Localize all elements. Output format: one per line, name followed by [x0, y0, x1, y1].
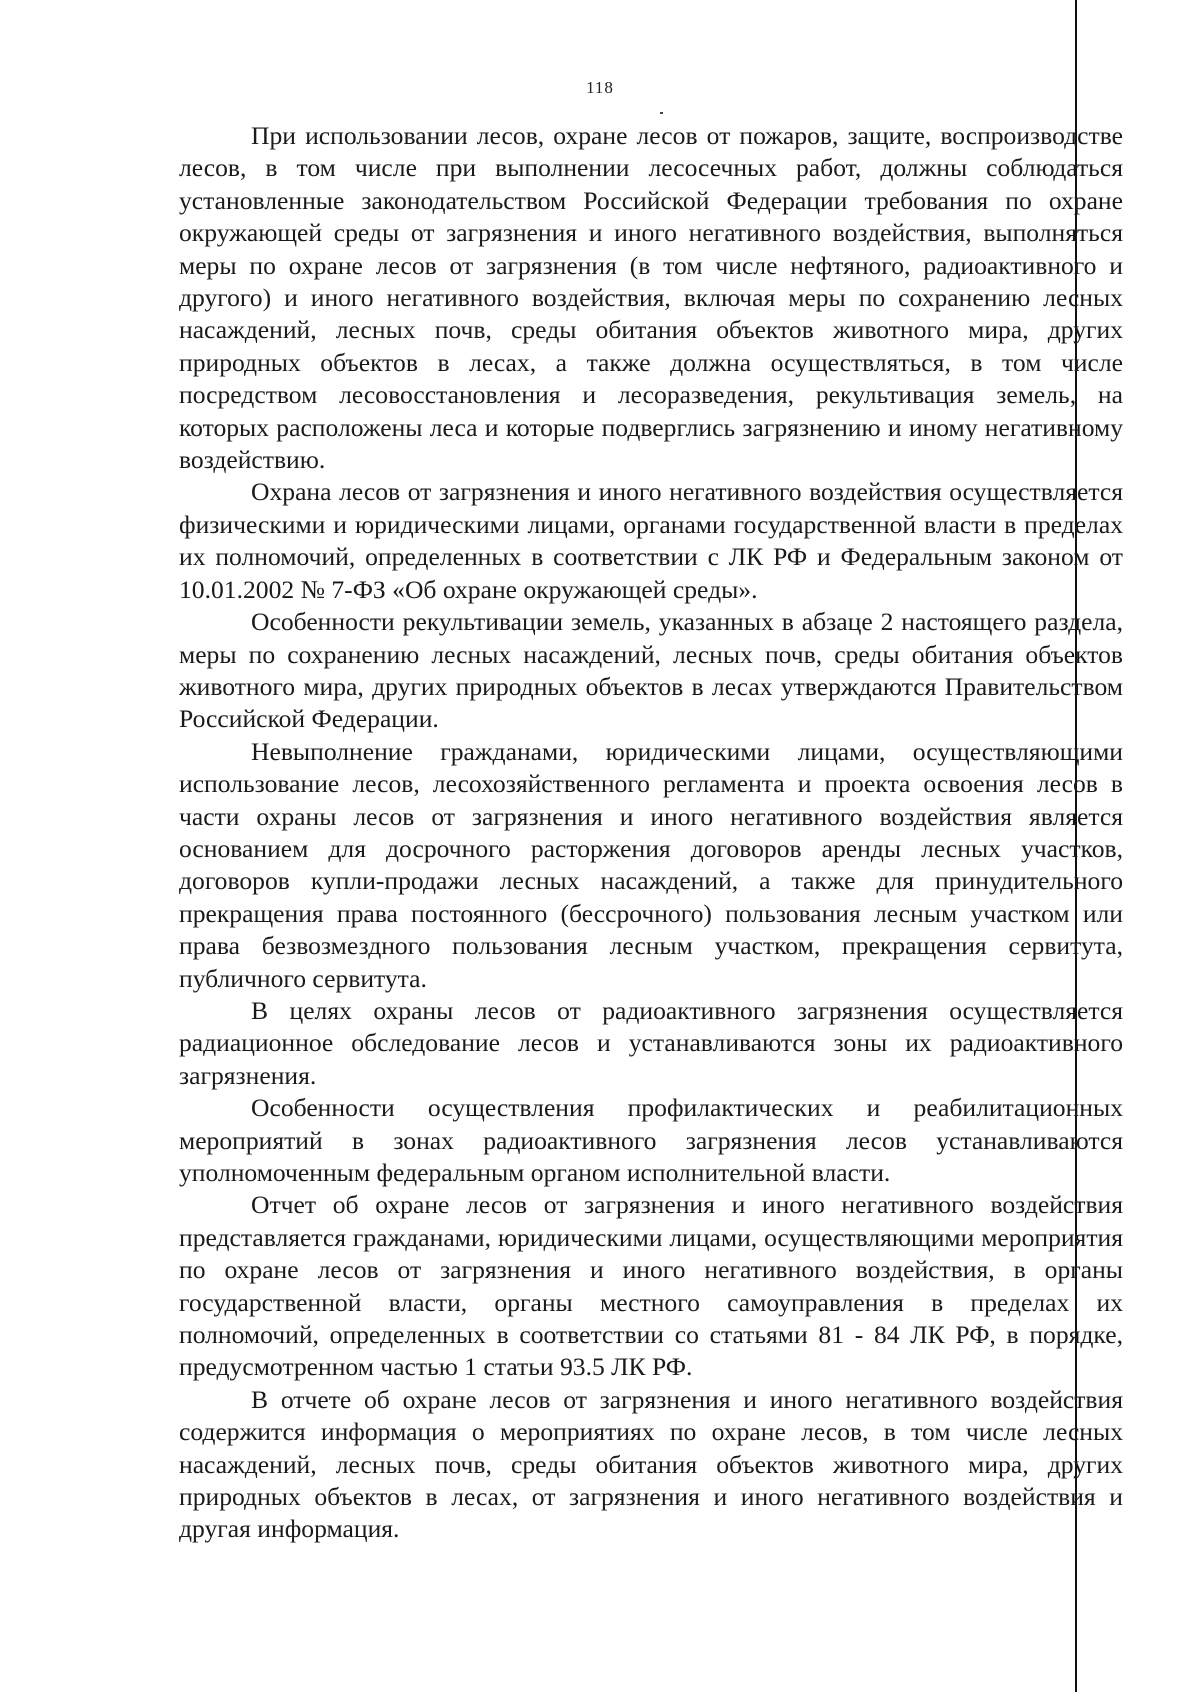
paragraph: Отчет об охране лесов от загрязнения и иного негативного воздействия представляется гражданами, юридическими лицами, осуществляющими мероприятия по охране лесов от загрязнения и иного негативного воздействия, в органы государственной власти, органы местного самоуправления в пределах их полномочий, определенных в соответствии со статьями 81 - 84 ЛК РФ, в порядке, предусмотренном частью 1 статьи 93.5 ЛК РФ. [179, 1190, 1123, 1382]
paragraph: Особенности рекультивации земель, указанных в абзаце 2 настоящего раздела, меры по сохранению лесных насаждений, лесных почв, среды обитания объектов животного мира, других природных объектов в лесах утверждаются Правительством Российской Федерации. [179, 607, 1123, 734]
paragraph: Особенности осуществления профилактических и реабилитационных мероприятий в зонах радиоактивного загрязнения лесов устанавливаются уполномоченным федеральным органом исполнительной власти. [179, 1093, 1123, 1187]
paragraph: Охрана лесов от загрязнения и иного негативного воздействия осуществляется физическими и юридическими лицами, органами государственной власти в пределах их полномочий, определенных в соответствии с ЛК РФ и Федеральным законом от 10.01.2002 № 7-ФЗ «Об охране окружающей среды». [179, 477, 1123, 604]
scan-artifact-dot [660, 112, 663, 114]
paragraph: Невыполнение гражданами, юридическими лицами, осуществляющими использование лесов, лесохозяйственного регламента и проекта освоения лесов в части охраны лесов от загрязнения и иного негативного воздействия является основанием для досрочного расторжения договоров аренды лесных участков, договоров купли-продажи лесных насаждений, а также для принудительного прекращения права постоянного (бессрочного) пользования лесным участком или права безвозмездного пользования лесным участком, прекращения сервитута, публичного сервитута. [179, 736, 1123, 993]
paragraph: В отчете об охране лесов от загрязнения и иного негативного воздействия содержится информация о мероприятиях по охране лесов, в том числе лесных насаждений, лесных почв, среды обитания объектов животного мира, других природных объектов в лесах, от загрязнения и иного негативного воздействия и другая информация. [179, 1384, 1123, 1544]
document-body [179, 120, 1123, 1546]
page-number: 118 [586, 78, 614, 97]
paragraph: При использовании лесов, охране лесов от пожаров, защите, воспроизводстве лесов, в том числе при выполнении лесосечных работ, должны соблюдаться установленные законодательством Российской Федерации требования по охране окружающей среды от загрязнения и иного негативного воздействия, выполняться меры по охране лесов от загрязнения (в том числе нефтяного, радиоактивного и другого) и иного негативного воздействия, включая меры по сохранению лесных насаждений, лесных почв, среды обитания объектов животного мира, других природных объектов в лесах, а также должна осуществляться, в том числе посредством лесовосстановления и лесоразведения, рекультивация земель, на которых расположены леса и которые подверглись загрязнению и иному негативному воздействию. [179, 121, 1123, 475]
paragraph: В целях охраны лесов от радиоактивного загрязнения осуществляется радиационное обследование лесов и устанавливаются зоны их радиоактивного загрязнения. [179, 995, 1123, 1090]
